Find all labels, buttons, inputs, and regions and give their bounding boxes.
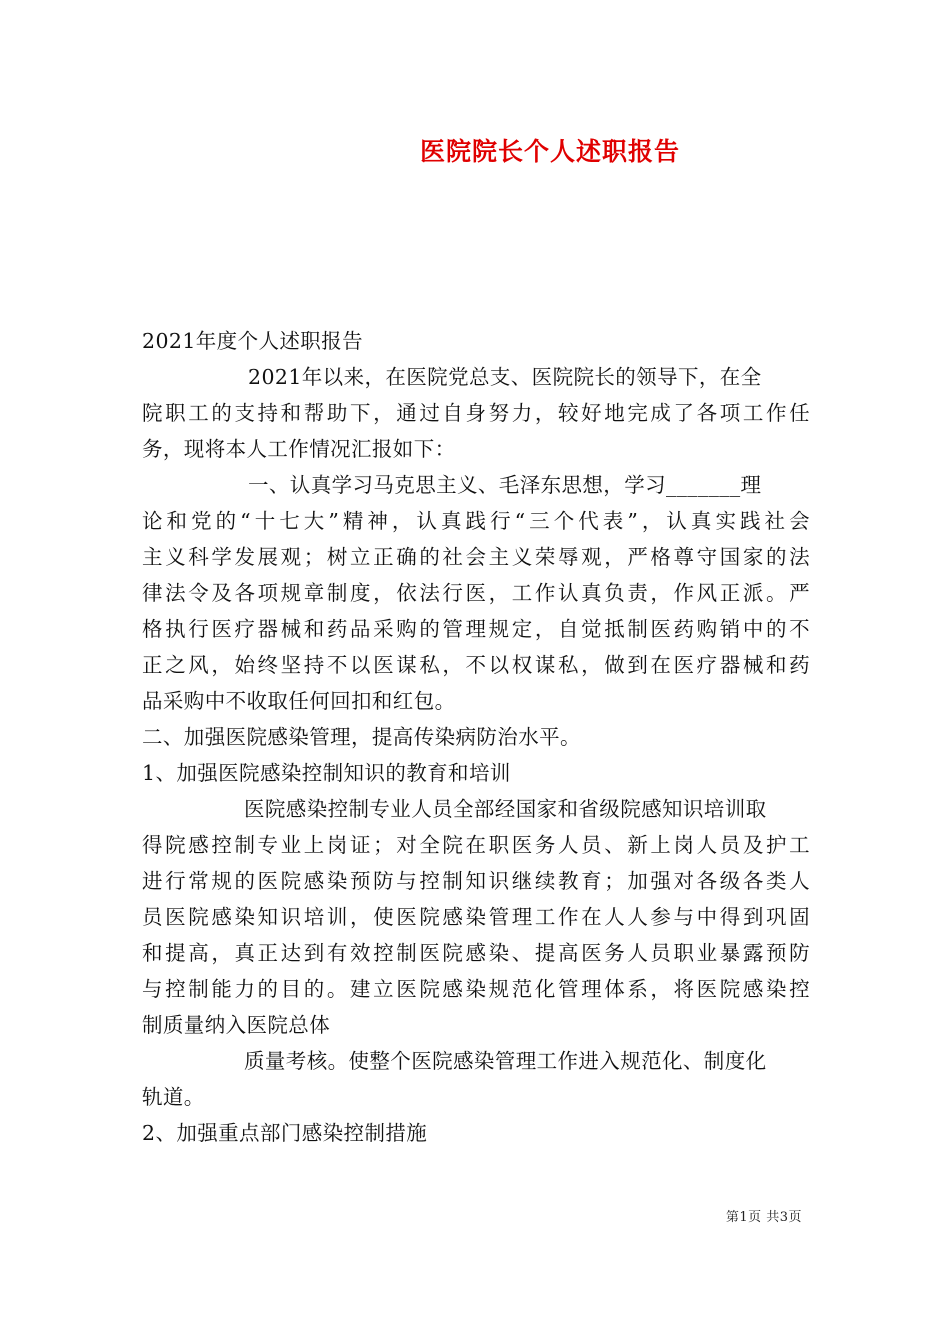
text-line: 主义科学发展观；树立正确的社会主义荣辱观，严格尊守国家的法	[142, 545, 810, 569]
text-line: 轨道。	[142, 1085, 205, 1109]
document-body	[142, 323, 810, 1151]
text-line: 制质量纳入医院总体	[142, 1013, 331, 1037]
section2-heading: 二、加强医院感染管理，提高传染病防治水平。	[142, 725, 581, 749]
text-line: 格执行医疗器械和药品采购的管理规定，自觉抵制医药购销中的不	[142, 617, 810, 641]
text-line: 一、认真学习马克思主义、毛泽东思想，学习_______理	[248, 473, 762, 497]
item2-heading: 2、加强重点部门感染控制措施	[142, 1121, 428, 1145]
page-number: 第1页 共3页	[725, 1210, 802, 1225]
text-line: 2021年以来，在医院党总支、医院院长的领导下，在全	[248, 365, 762, 389]
intro-paragraph	[142, 359, 810, 467]
text-line: 质量考核。使整个医院感染管理工作进入规范化、制度化	[244, 1049, 767, 1073]
text-line: 医院感染控制专业人员全部经国家和省级院感知识培训取	[244, 797, 767, 821]
item1-heading: 1、加强医院感染控制知识的教育和培训	[142, 761, 511, 785]
text-line: 品采购中不收取任何回扣和红包。	[142, 689, 456, 713]
text-line: 正之风，始终坚持不以医谋私，不以权谋私，做到在医疗器械和药	[142, 653, 810, 677]
text-line: 务，现将本人工作情况汇报如下：	[142, 437, 456, 461]
text-line: 律法令及各项规章制度，依法行医，工作认真负责，作风正派。严	[142, 581, 810, 605]
document-title: 医院院长个人述职报告	[419, 137, 680, 166]
text-line: 员医院感染知识培训，使医院感染管理工作在人人参与中得到巩固	[142, 905, 810, 929]
text-line: 进行常规的医院感染预防与控制知识继续教育；加强对各级各类人	[142, 869, 810, 893]
section1-paragraph	[142, 467, 810, 719]
report-subtitle: 2021年度个人述职报告	[142, 329, 363, 353]
item1-continuation	[142, 1043, 810, 1115]
item1-paragraph	[142, 791, 810, 1043]
text-line: 院职工的支持和帮助下，通过自身努力，较好地完成了各项工作任	[142, 401, 810, 425]
text-line: 论和党的“十七大”精神，认真践行“三个代表”，认真实践社会	[142, 509, 810, 533]
text-line: 与控制能力的目的。建立医院感染规范化管理体系，将医院感染控	[142, 977, 810, 1001]
text-line: 得院感控制专业上岗证；对全院在职医务人员、新上岗人员及护工	[142, 833, 810, 857]
text-line: 和提高，真正达到有效控制医院感染、提高医务人员职业暴露预防	[142, 941, 810, 965]
